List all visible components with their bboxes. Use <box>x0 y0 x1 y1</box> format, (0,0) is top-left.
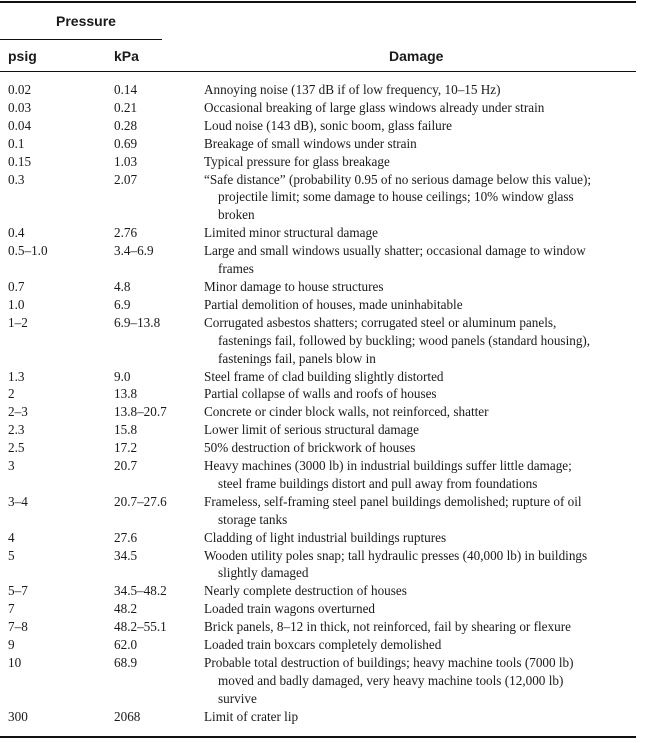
damage-text-line: Brick panels, 8–12 in thick, not reinforced, fail by shearing or flexure <box>204 619 571 635</box>
kpa-cell: 2.76 <box>114 225 138 241</box>
damage-cell <box>204 403 638 421</box>
kpa-cell: 0.69 <box>114 135 138 151</box>
psig-cell: 10 <box>8 655 22 670</box>
damage-cell <box>204 224 638 242</box>
kpa-cell: 20.7–27.6 <box>114 493 167 509</box>
damage-text-line: Partial collapse of walls and roofs of houses <box>204 386 437 402</box>
table-row <box>0 439 640 457</box>
table-row <box>0 296 640 314</box>
damage-text-line: broken <box>218 207 255 223</box>
damage-cell <box>204 314 638 368</box>
psig-cell: 4 <box>8 529 15 545</box>
damage-text-line: Large and small windows usually shatter; occasional damage to window <box>204 243 586 259</box>
psig-cell: 300 <box>8 708 28 724</box>
damage-text-line: Concrete or cinder block walls, not reinforced, shatter <box>204 404 489 420</box>
damage-cell <box>204 547 638 583</box>
psig-cell: 2 <box>8 386 15 402</box>
table-row <box>0 493 640 529</box>
damage-cell <box>204 242 638 278</box>
damage-text-line: Minor damage to house structures <box>204 278 384 294</box>
kpa-cell: 13.8–20.7 <box>114 404 167 420</box>
damage-cell <box>204 421 638 439</box>
table-body <box>0 81 640 726</box>
psig-cell: 0.7 <box>8 278 25 294</box>
table-row <box>0 421 640 439</box>
damage-text-line: Typical pressure for glass breakage <box>204 153 390 169</box>
kpa-cell: 15.8 <box>114 422 138 438</box>
psig-cell: 3 <box>8 458 15 474</box>
kpa-cell: 0.21 <box>114 99 138 115</box>
kpa-cell: 4.8 <box>114 278 131 294</box>
psig-cell: 0.03 <box>8 99 32 115</box>
table-row <box>0 708 640 726</box>
damage-text-line: Limited minor structural damage <box>204 225 378 241</box>
damage-text-line: Lower limit of serious structural damage <box>204 422 419 438</box>
table-row <box>0 529 640 547</box>
kpa-cell: 48.2–55.1 <box>114 619 167 635</box>
damage-cell <box>204 296 638 314</box>
damage-cell <box>204 171 638 225</box>
table-row <box>0 314 640 368</box>
damage-cell <box>204 117 638 135</box>
psig-cell: 9 <box>8 637 15 653</box>
damage-text-line: frames <box>218 261 254 277</box>
psig-cell: 3–4 <box>8 493 28 509</box>
kpa-cell: 68.9 <box>114 655 138 670</box>
damage-text-line: Limit of crater lip <box>204 708 299 724</box>
damage-column-header: Damage <box>389 48 444 64</box>
damage-text-line: Probable total destruction of buildings; heavy machine tools (7000 lb) <box>204 655 574 670</box>
damage-text-line: Nearly complete destruction of houses <box>204 583 407 599</box>
psig-cell: 0.15 <box>8 153 32 169</box>
psig-cell: 2.5 <box>8 440 25 456</box>
damage-text-line: projectile limit; some damage to house ceilings; 10% window glass <box>218 189 574 205</box>
damage-cell <box>204 278 638 296</box>
damage-text-line: fastenings fail, followed by buckling; wood panels (standard housing), <box>218 332 591 348</box>
damage-text-line: “Safe distance” (probability 0.95 of no serious damage below this value); <box>204 171 592 187</box>
kpa-cell: 17.2 <box>114 440 138 456</box>
kpa-cell: 48.2 <box>114 601 138 617</box>
table-row <box>0 242 640 278</box>
damage-cell <box>204 368 638 386</box>
damage-text-line: Annoying noise (137 dB if of low frequency, 10–15 Hz) <box>204 82 501 97</box>
damage-text-line: Cladding of light industrial buildings ruptures <box>204 529 447 545</box>
damage-cell <box>204 135 638 153</box>
damage-text-line: Partial demolition of houses, made uninhabitable <box>204 296 463 312</box>
kpa-cell: 34.5 <box>114 547 138 563</box>
table-row <box>0 153 640 171</box>
damage-text-line: steel frame buildings distort and pull away from foundations <box>218 475 538 491</box>
psig-cell: 0.4 <box>8 225 25 241</box>
kpa-cell: 20.7 <box>114 458 138 474</box>
damage-cell <box>204 582 638 600</box>
kpa-cell: 1.03 <box>114 153 138 169</box>
damage-text-line: Occasional breaking of large glass windows already under strain <box>204 99 545 115</box>
damage-cell <box>204 81 638 99</box>
kpa-cell: 9.0 <box>114 368 131 384</box>
damage-text-line: moved and badly damaged, very heavy machine tools (12,000 lb) <box>218 672 564 688</box>
damage-text-line: Frameless, self-framing steel panel buildings demolished; rupture of oil <box>204 493 582 509</box>
pressure-group-rule <box>0 39 162 40</box>
damage-cell <box>204 457 638 493</box>
table-row <box>0 117 640 135</box>
damage-text-line: Wooden utility poles snap; tall hydraulic presses (40,000 lb) in buildings <box>204 547 588 563</box>
table-row <box>0 368 640 386</box>
table-row <box>0 457 640 493</box>
kpa-cell: 2068 <box>114 708 141 724</box>
table-row <box>0 582 640 600</box>
psig-cell: 0.5–1.0 <box>8 243 48 259</box>
damage-text-line: fastenings fail, panels blow in <box>218 350 376 366</box>
psig-cell: 1.0 <box>8 296 25 312</box>
kpa-cell: 13.8 <box>114 386 138 402</box>
damage-cell <box>204 385 638 403</box>
header-rule <box>0 71 636 72</box>
psig-cell: 5 <box>8 547 15 563</box>
damage-text-line: Steel frame of clad building slightly distorted <box>204 368 444 384</box>
table-row <box>0 99 640 117</box>
kpa-cell: 2.07 <box>114 171 138 187</box>
table-row <box>0 403 640 421</box>
kpa-cell: 3.4–6.9 <box>114 243 154 259</box>
damage-text-line: Corrugated asbestos shatters; corrugated steel or aluminum panels, <box>204 314 557 330</box>
table-row <box>0 618 640 636</box>
kpa-cell: 0.28 <box>114 117 138 133</box>
table-row <box>0 171 640 225</box>
kpa-cell: 6.9 <box>114 296 131 312</box>
table-row <box>0 547 640 583</box>
pressure-group-header: Pressure <box>56 13 116 29</box>
psig-cell: 1.3 <box>8 368 25 384</box>
table-row <box>0 278 640 296</box>
table-row <box>0 224 640 242</box>
kpa-column-header: kPa <box>114 48 139 64</box>
damage-text-line: Heavy machines (3000 lb) in industrial buildings suffer little damage; <box>204 458 572 474</box>
damage-text-line: slightly damaged <box>218 565 309 581</box>
table-top-rule <box>0 1 636 3</box>
damage-cell <box>204 618 638 636</box>
damage-cell <box>204 439 638 457</box>
table-row <box>0 636 640 654</box>
damage-cell <box>204 529 638 547</box>
psig-cell: 0.02 <box>8 82 32 97</box>
table-row <box>0 654 640 708</box>
psig-cell: 7–8 <box>8 619 28 635</box>
damage-text-line: storage tanks <box>218 511 288 527</box>
damage-cell <box>204 99 638 117</box>
kpa-cell: 34.5–48.2 <box>114 583 167 599</box>
damage-cell <box>204 153 638 171</box>
damage-cell <box>204 636 638 654</box>
psig-cell: 2.3 <box>8 422 25 438</box>
damage-text-line: Breakage of small windows under strain <box>204 135 417 151</box>
psig-cell: 7 <box>8 601 15 617</box>
damage-text-line: survive <box>218 690 257 706</box>
psig-cell: 5–7 <box>8 583 28 599</box>
table-row <box>0 81 640 99</box>
psig-cell: 1–2 <box>8 314 28 330</box>
damage-cell <box>204 708 638 726</box>
damage-cell <box>204 654 638 708</box>
table-row <box>0 600 640 618</box>
kpa-cell: 27.6 <box>114 529 138 545</box>
kpa-cell: 62.0 <box>114 637 138 653</box>
kpa-cell: 0.14 <box>114 82 138 97</box>
table-bottom-rule <box>0 736 636 738</box>
table-row <box>0 135 640 153</box>
psig-column-header: psig <box>8 48 37 64</box>
damage-text-line: Loaded train wagons overturned <box>204 601 376 617</box>
damage-cell <box>204 600 638 618</box>
psig-cell: 2–3 <box>8 404 28 420</box>
psig-cell: 0.3 <box>8 171 25 187</box>
table-row <box>0 385 640 403</box>
damage-cell <box>204 493 638 529</box>
psig-cell: 0.04 <box>8 117 32 133</box>
damage-text-line: Loaded train boxcars completely demolished <box>204 637 442 653</box>
psig-cell: 0.1 <box>8 135 25 151</box>
damage-text-line: Loud noise (143 dB), sonic boom, glass failure <box>204 117 452 133</box>
damage-text-line: 50% destruction of brickwork of houses <box>204 440 416 456</box>
kpa-cell: 6.9–13.8 <box>114 314 161 330</box>
